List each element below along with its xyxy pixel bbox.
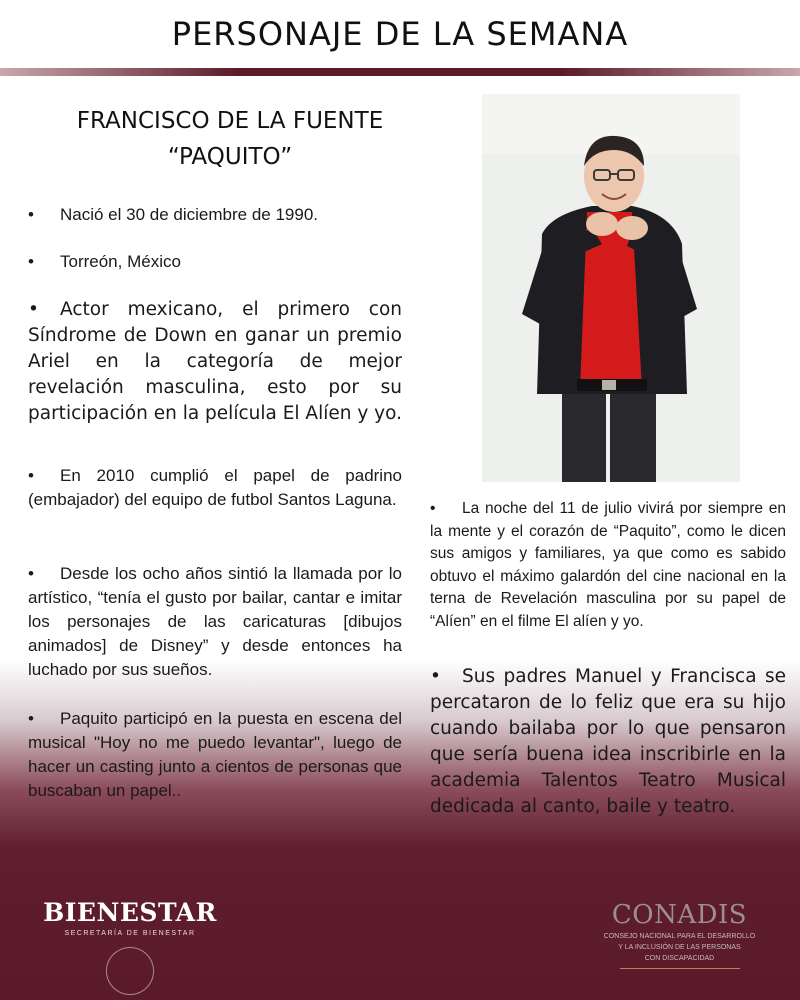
bullet-musical xyxy=(28,707,402,803)
conadis-subtitle-2: Y LA INCLUSIÓN DE LAS PERSONAS xyxy=(618,944,741,951)
bullet-text: Torreón, México xyxy=(60,252,181,271)
page-title: PERSONAJE DE LA SEMANA xyxy=(171,15,629,53)
bullet-text: Paquito participó en la puesta en escena del musical "Hoy no me puedo levantar", luego de hacer un casting junto a cientos de personas que buscaban un papel.. xyxy=(28,709,402,800)
bullet-parents xyxy=(430,664,786,820)
bienestar-subtitle: SECRETARÍA DE BIENESTAR xyxy=(64,930,196,937)
bullet-icon: • xyxy=(28,466,34,485)
person-name xyxy=(30,103,430,175)
person-nickname: “PAQUITO” xyxy=(167,144,293,170)
bullet-actor xyxy=(28,297,402,427)
bullet-text: En 2010 cumplió el papel de padrino (embajador) del equipo de futbol Santos Laguna. xyxy=(28,466,402,509)
bullet-artistic xyxy=(28,562,402,682)
bullet-icon: • xyxy=(28,205,34,224)
bullet-santos xyxy=(28,464,402,512)
bullet-text: Sus padres Manuel y Francisca se percataron de lo feliz que era su hijo cuando bailaba por lo que pensaron que sería buena idea inscribirle en la academia Talentos Teatro Musical dedicada al canto, baile y teatro. xyxy=(430,666,786,817)
bullet-icon: • xyxy=(430,500,436,517)
bullet-birth xyxy=(28,203,402,227)
bullet-icon: • xyxy=(28,709,34,728)
bullet-icon: • xyxy=(28,299,39,320)
portrait-photo xyxy=(482,94,740,482)
mexico-seal-icon xyxy=(106,947,154,995)
bullet-place xyxy=(28,250,402,274)
person-name-line1: FRANCISCO DE LA FUENTE xyxy=(76,108,384,134)
bullet-text: Desde los ocho años sintió la llamada por lo artístico, “tenía el gusto por bailar, cantar e imitar los personajes de las caricaturas [dibujos animados] de Disney” y desde entonces ha luchado por sus sueños. xyxy=(28,564,402,679)
bienestar-wordmark: BIENESTAR xyxy=(43,898,217,927)
conadis-logo xyxy=(592,900,767,969)
conadis-subtitle-3: CON DISCAPACIDAD xyxy=(644,955,715,962)
header-divider xyxy=(0,68,800,76)
bullet-icon: • xyxy=(28,564,34,583)
conadis-underline xyxy=(620,968,740,969)
bienestar-logo xyxy=(40,898,220,995)
bullet-icon: • xyxy=(430,666,441,687)
bullet-text: Nació el 30 de diciembre de 1990. xyxy=(60,205,318,224)
conadis-wordmark: CONADIS xyxy=(611,900,748,930)
bullet-text: Actor mexicano, el primero con Síndrome de Down en ganar un premio Ariel en la categoría de mejor revelación masculina, esto por su participación en la película El Alíen y yo. xyxy=(28,299,402,424)
portrait-illustration xyxy=(482,94,740,482)
conadis-subtitle-1: CONSEJO NACIONAL PARA EL DESARROLLO xyxy=(603,933,756,940)
bullet-icon: • xyxy=(28,252,34,271)
bullet-award-night xyxy=(430,498,786,633)
bullet-text: La noche del 11 de julio vivirá por siempre en la mente y el corazón de “Paquito”, como le dicen sus amigos y familiares, ya que como es sabido obtuvo el máximo galardón del cine nacional en la terna de Revelación masculina por su papel de “Alíen” en el filme El alíen y yo. xyxy=(430,500,786,630)
